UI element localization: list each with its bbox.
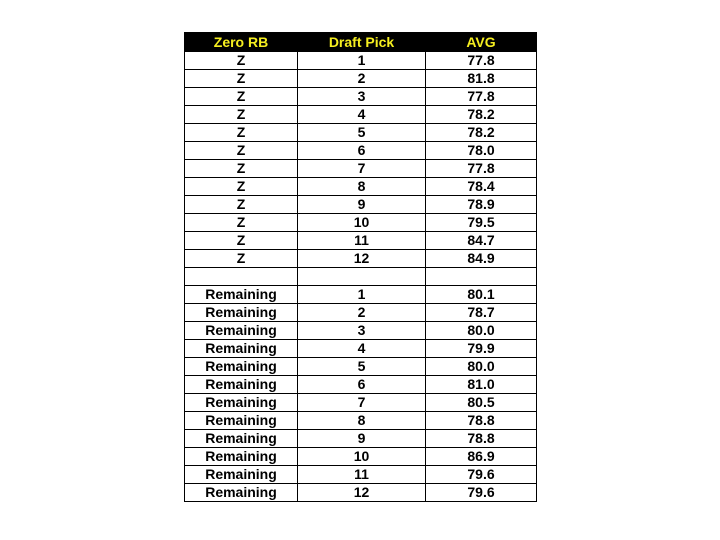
cell-draft-pick: 7: [298, 394, 426, 412]
table-row-zero-rb: [185, 214, 537, 232]
cell-draft-pick: 1: [298, 52, 426, 70]
empty-cell: [426, 268, 537, 286]
cell-group: Remaining: [185, 484, 298, 502]
cell-group: Z: [185, 106, 298, 124]
table-row-zero-rb: [185, 70, 537, 88]
cell-avg: 78.8: [426, 430, 537, 448]
cell-avg: 84.9: [426, 250, 537, 268]
cell-group: Z: [185, 142, 298, 160]
cell-avg: 77.8: [426, 160, 537, 178]
table-row-zero-rb: [185, 232, 537, 250]
cell-group: Z: [185, 52, 298, 70]
cell-avg: 84.7: [426, 232, 537, 250]
empty-cell: [185, 268, 298, 286]
cell-draft-pick: 12: [298, 484, 426, 502]
cell-avg: 78.4: [426, 178, 537, 196]
cell-group: Z: [185, 250, 298, 268]
cell-avg: 79.5: [426, 214, 537, 232]
table-row-remaining: [185, 466, 537, 484]
cell-draft-pick: 4: [298, 340, 426, 358]
table-row-remaining: [185, 304, 537, 322]
table-body: [185, 52, 537, 502]
cell-group: Remaining: [185, 394, 298, 412]
cell-draft-pick: 4: [298, 106, 426, 124]
cell-draft-pick: 10: [298, 214, 426, 232]
cell-group: Remaining: [185, 412, 298, 430]
cell-draft-pick: 8: [298, 178, 426, 196]
cell-avg: 78.2: [426, 106, 537, 124]
header-avg: AVG: [426, 33, 537, 52]
table-row-zero-rb: [185, 160, 537, 178]
cell-draft-pick: 10: [298, 448, 426, 466]
cell-group: Z: [185, 232, 298, 250]
cell-group: Remaining: [185, 448, 298, 466]
cell-avg: 78.9: [426, 196, 537, 214]
cell-group: Remaining: [185, 358, 298, 376]
cell-draft-pick: 5: [298, 358, 426, 376]
cell-group: Remaining: [185, 340, 298, 358]
cell-avg: 80.5: [426, 394, 537, 412]
cell-draft-pick: 9: [298, 196, 426, 214]
cell-group: Remaining: [185, 286, 298, 304]
table-row-remaining: [185, 484, 537, 502]
cell-group: Z: [185, 88, 298, 106]
empty-cell: [298, 268, 426, 286]
spacer-row: [185, 268, 537, 286]
cell-group: Z: [185, 196, 298, 214]
cell-avg: 86.9: [426, 448, 537, 466]
cell-draft-pick: 11: [298, 232, 426, 250]
cell-group: Z: [185, 70, 298, 88]
table-row-remaining: [185, 376, 537, 394]
cell-avg: 81.8: [426, 70, 537, 88]
cell-group: Remaining: [185, 304, 298, 322]
cell-group: Remaining: [185, 322, 298, 340]
cell-draft-pick: 8: [298, 412, 426, 430]
cell-draft-pick: 12: [298, 250, 426, 268]
table-row-zero-rb: [185, 196, 537, 214]
table-row-zero-rb: [185, 178, 537, 196]
table-row-remaining: [185, 430, 537, 448]
cell-draft-pick: 2: [298, 304, 426, 322]
cell-group: Z: [185, 214, 298, 232]
header-draft-pick: Draft Pick: [298, 33, 426, 52]
cell-group: Z: [185, 178, 298, 196]
cell-draft-pick: 6: [298, 376, 426, 394]
cell-avg: 80.1: [426, 286, 537, 304]
table-row-zero-rb: [185, 88, 537, 106]
cell-group: Remaining: [185, 376, 298, 394]
table-row-remaining: [185, 412, 537, 430]
table-row-remaining: [185, 394, 537, 412]
table-row-remaining: [185, 358, 537, 376]
table-row-remaining: [185, 448, 537, 466]
cell-group: Z: [185, 160, 298, 178]
cell-avg: 80.0: [426, 322, 537, 340]
table-row-remaining: [185, 340, 537, 358]
cell-draft-pick: 1: [298, 286, 426, 304]
table-row-zero-rb: [185, 124, 537, 142]
cell-avg: 79.6: [426, 484, 537, 502]
cell-avg: 80.0: [426, 358, 537, 376]
cell-avg: 78.7: [426, 304, 537, 322]
table-header-row: [185, 33, 537, 52]
cell-avg: 78.2: [426, 124, 537, 142]
table-row-zero-rb: [185, 142, 537, 160]
cell-draft-pick: 6: [298, 142, 426, 160]
cell-draft-pick: 11: [298, 466, 426, 484]
cell-avg: 78.8: [426, 412, 537, 430]
table-row-zero-rb: [185, 52, 537, 70]
cell-draft-pick: 3: [298, 322, 426, 340]
cell-avg: 81.0: [426, 376, 537, 394]
cell-draft-pick: 3: [298, 88, 426, 106]
cell-group: Z: [185, 124, 298, 142]
cell-avg: 79.9: [426, 340, 537, 358]
cell-group: Remaining: [185, 430, 298, 448]
cell-draft-pick: 9: [298, 430, 426, 448]
table-row-remaining: [185, 286, 537, 304]
table-row-zero-rb: [185, 250, 537, 268]
cell-avg: 78.0: [426, 142, 537, 160]
cell-avg: 77.8: [426, 52, 537, 70]
cell-draft-pick: 2: [298, 70, 426, 88]
header-zero-rb: Zero RB: [185, 33, 298, 52]
cell-draft-pick: 7: [298, 160, 426, 178]
table-row-remaining: [185, 322, 537, 340]
table-row-zero-rb: [185, 106, 537, 124]
cell-draft-pick: 5: [298, 124, 426, 142]
cell-avg: 77.8: [426, 88, 537, 106]
draft-avg-table: [184, 32, 537, 502]
cell-group: Remaining: [185, 466, 298, 484]
cell-avg: 79.6: [426, 466, 537, 484]
